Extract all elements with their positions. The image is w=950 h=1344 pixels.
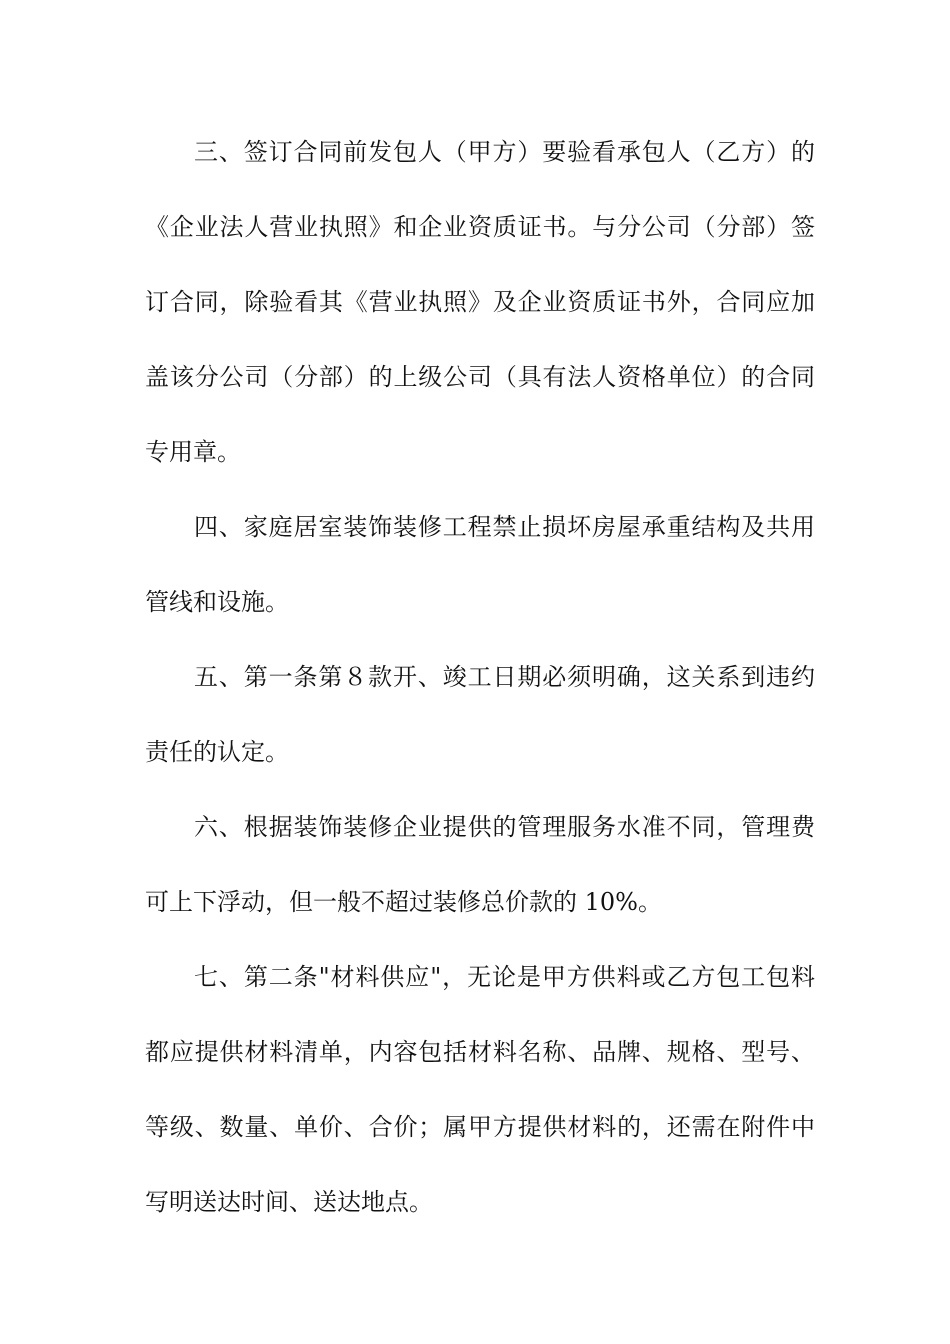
paragraph-4-line-1: 四、家庭居室装饰装修工程禁止损坏房屋承重结构及共用 [194, 513, 815, 541]
paragraph-4-line-2: 管线和设施。 [145, 588, 289, 616]
paragraph-7-line-2: 都应提供材料清单，内容包括材料名称、品牌、规格、型号、 [145, 1038, 815, 1066]
paragraph-3-line-4: 盖该分公司（分部）的上级公司（具有法人资格单位）的合同 [145, 363, 815, 391]
paragraph-7-line-1: 七、第二条"材料供应"，无论是甲方供料或乙方包工包料 [194, 963, 815, 991]
paragraph-3-line-1: 三、签订合同前发包人（甲方）要验看承包人（乙方）的 [194, 138, 815, 166]
paragraph-6-line-1: 六、根据装饰装修企业提供的管理服务水准不同，管理费 [194, 813, 815, 841]
paragraph-7-line-3: 等级、数量、单价、合价；属甲方提供材料的，还需在附件中 [145, 1113, 815, 1141]
paragraph-3-line-5: 专用章。 [145, 438, 241, 466]
paragraph-3-line-3: 订合同，除验看其《营业执照》及企业资质证书外，合同应加 [145, 288, 815, 316]
paragraph-6-line-2: 可上下浮动，但一般不超过装修总价款的 10%。 [145, 888, 662, 916]
paragraph-3-line-2: 《企业法人营业执照》和企业资质证书。与分公司（分部）签 [145, 213, 815, 241]
paragraph-7-line-4: 写明送达时间、送达地点。 [145, 1188, 433, 1216]
paragraph-5-line-2: 责任的认定。 [145, 738, 289, 766]
paragraph-5-line-1: 五、第一条第８款开、竣工日期必须明确，这关系到违约 [194, 663, 815, 691]
